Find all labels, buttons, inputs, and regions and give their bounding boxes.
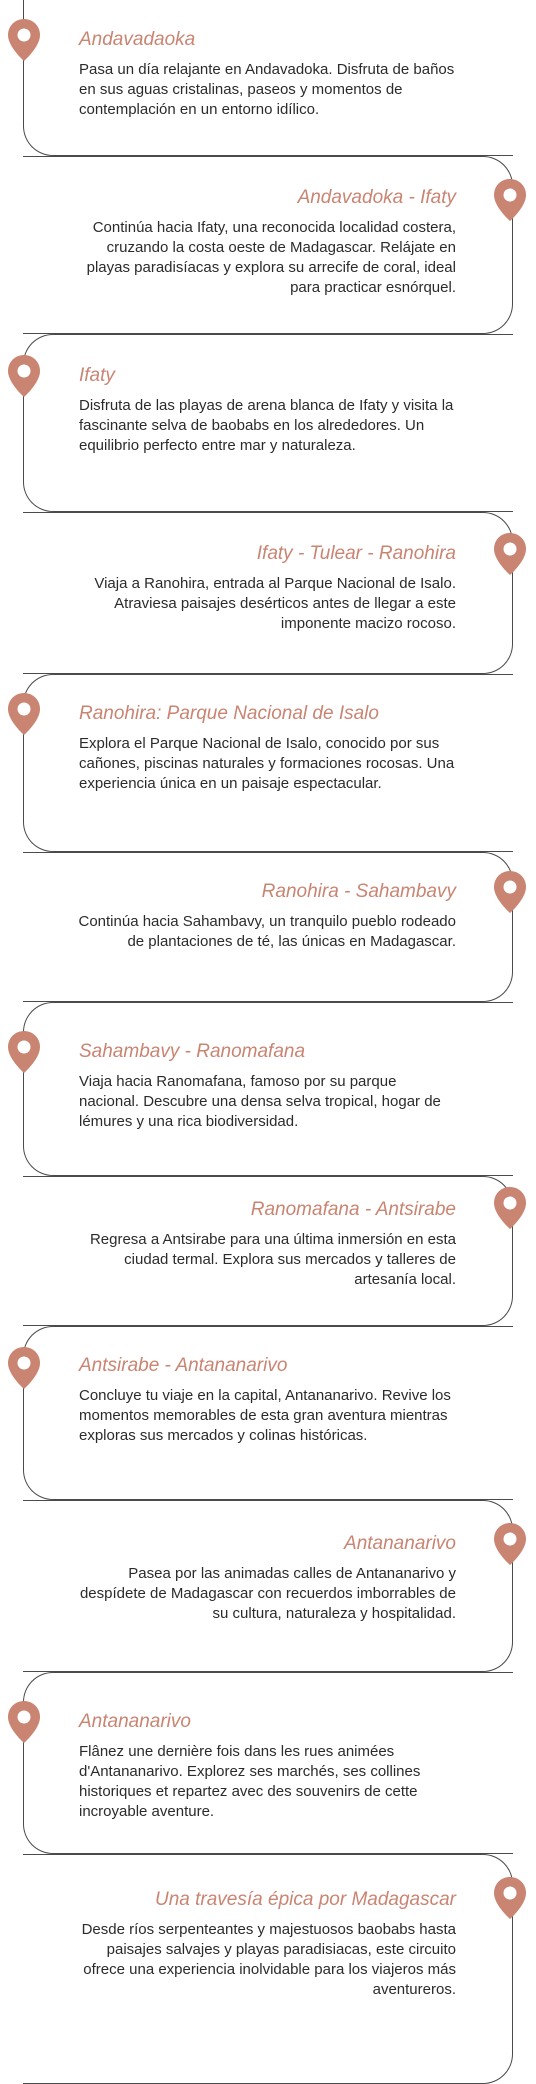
stop-content — [78, 542, 456, 634]
stop-content — [79, 702, 457, 794]
stop-description: Viaja hacia Ranomafana, famoso por su parque nacional. Descubre una densa selva tropical, hogar de lémures y una rica biodiversidad. — [79, 1073, 441, 1130]
map-pin-icon — [493, 870, 527, 914]
map-pin-icon — [493, 1876, 527, 1920]
stop-content — [79, 28, 457, 120]
stop-content — [78, 1888, 456, 2000]
stop-content — [79, 1040, 457, 1132]
stop-title: Ranomafana - Antsirabe — [250, 1199, 456, 1220]
stop-title: Ifaty — [79, 365, 115, 386]
stop-description: Continúa hacia Sahambavy, un tranquilo pueblo rodeado de plantaciones de té, las únicas en Madagascar. — [78, 913, 456, 950]
map-pin-icon — [7, 1346, 41, 1390]
stop-content — [79, 1710, 457, 1822]
stop-title: Ranohira: Parque Nacional de Isalo — [79, 703, 379, 724]
stop-content — [79, 364, 457, 456]
stop-description: Concluye tu viaje en la capital, Antananarivo. Revive los momentos memorables de esta gran aventura mientras exploras sus mercados y colinas históricas. — [79, 1387, 451, 1444]
stop-content — [78, 186, 456, 298]
map-pin-icon — [7, 1700, 41, 1744]
stop-description: Pasa un día relajante en Andavadoka. Disfruta de baños en sus aguas cristalinas, paseos y momentos de contemplación en un entorno idílico. — [79, 61, 455, 118]
stop-description: Disfruta de las playas de arena blanca de Ifaty y visita la fascinante selva de baobabs en los alrededores. Un equilibrio perfecto entre mar y naturaleza. — [79, 397, 454, 454]
map-pin-icon — [7, 18, 41, 62]
stop-title: Andavadoka - Ifaty — [297, 187, 456, 208]
stop-description: Desde ríos serpenteantes y majestuosos baobabs hasta paisajes salvajes y playas paradisiacas, este circuito ofrece una experiencia inolvidable para los viajeros más aventureros. — [81, 1921, 456, 1998]
stop-description: Pasea por las animadas calles de Antananarivo y despídete de Madagascar con recuerdos imborrables de su cultura, naturaleza y hospitalidad. — [79, 1565, 456, 1622]
stop-title: Antsirabe - Antananarivo — [79, 1355, 288, 1376]
map-pin-icon — [493, 178, 527, 222]
stop-title: Antananarivo — [344, 1533, 456, 1554]
stop-content — [78, 880, 456, 952]
map-pin-icon — [493, 532, 527, 576]
stop-title: Ifaty - Tulear - Ranohira — [256, 543, 456, 564]
stop-content — [78, 1198, 456, 1290]
map-pin-icon — [493, 1522, 527, 1566]
map-pin-icon — [7, 1030, 41, 1074]
stop-description: Regresa a Antsirabe para una última inmersión en esta ciudad termal. Explora sus mercados y talleres de artesanía local. — [89, 1231, 456, 1288]
stop-content — [78, 1532, 456, 1624]
stop-content — [79, 1354, 457, 1446]
stop-description: Explora el Parque Nacional de Isalo, conocido por sus cañones, piscinas naturales y formaciones rocosas. Una experiencia única en un paisaje espectacular. — [79, 735, 455, 792]
map-pin-icon — [7, 354, 41, 398]
stop-title: Ranohira - Sahambavy — [261, 881, 456, 902]
stop-title: Andavadaoka — [79, 29, 196, 50]
stop-description: Continúa hacia Ifaty, una reconocida localidad costera, cruzando la costa oeste de Madagascar. Relájate en playas paradisíacas y explora su arrecife de coral, ideal para practicar esnórquel. — [86, 219, 456, 296]
stop-title: Una travesía épica por Madagascar — [155, 1889, 456, 1910]
stop-title: Sahambavy - Ranomafana — [79, 1041, 306, 1062]
stop-description: Viaja a Ranohira, entrada al Parque Nacional de Isalo. Atraviesa paisajes desérticos antes de llegar a este imponente macizo rocoso. — [94, 575, 456, 632]
map-pin-icon — [7, 692, 41, 736]
map-pin-icon — [493, 1186, 527, 1230]
stop-title: Antananarivo — [79, 1711, 191, 1732]
stop-description: Flânez une dernière fois dans les rues animées d'Antananarivo. Explorez ses marchés, ses collines historiques et repartez avec des souvenirs de cette incroyable aventure. — [79, 1743, 421, 1820]
